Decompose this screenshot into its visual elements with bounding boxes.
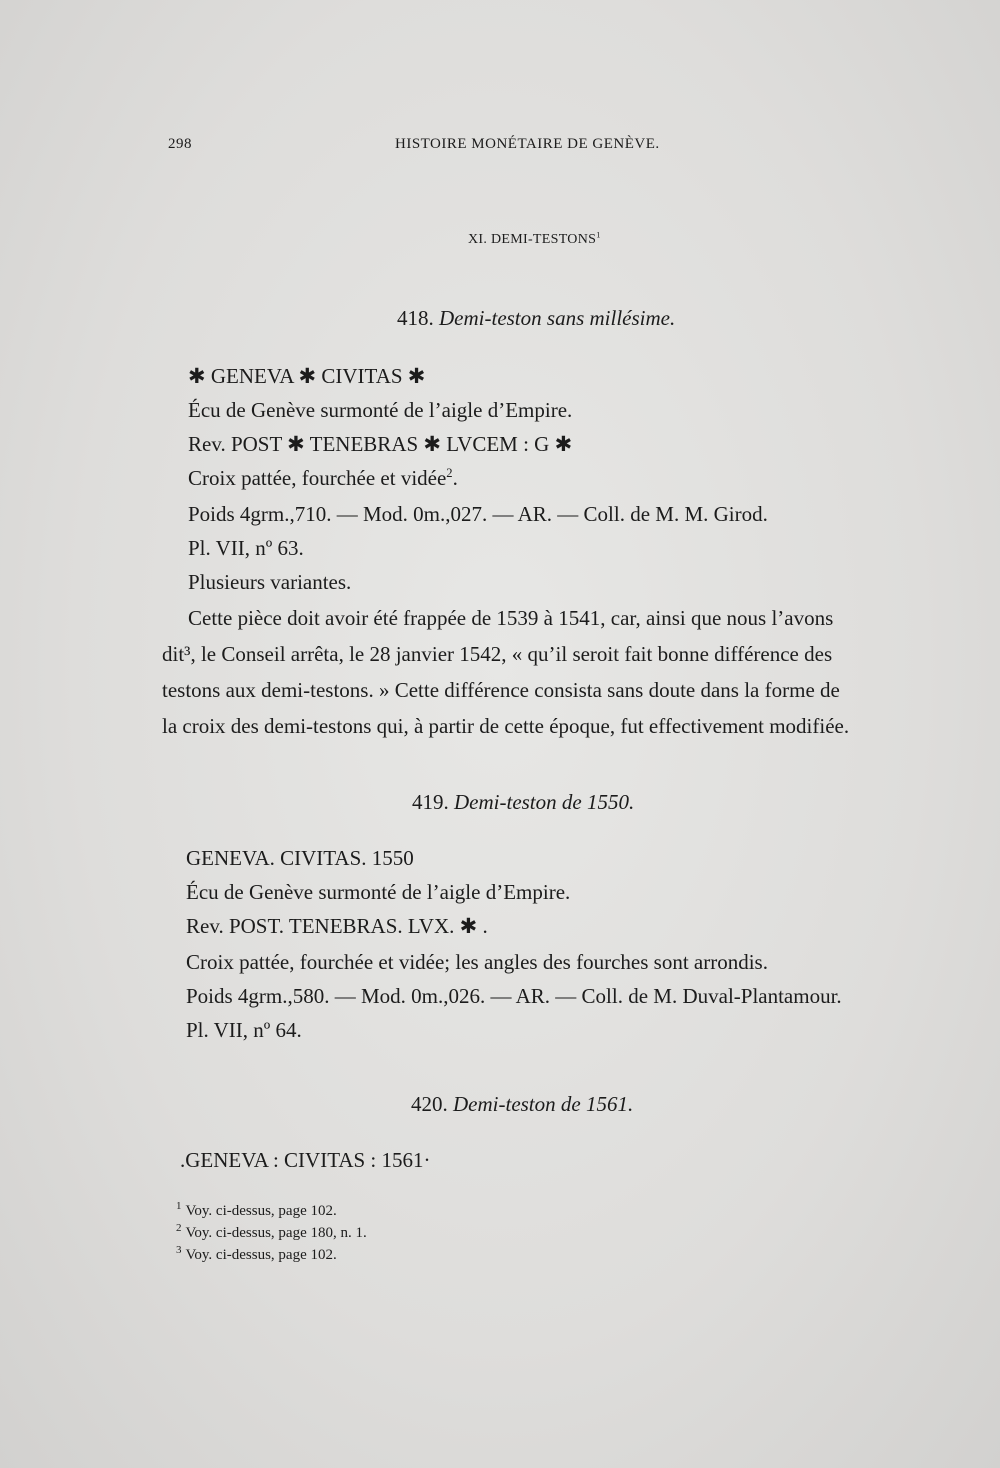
footnote-text: Voy. ci-dessus, page 102. (185, 1247, 337, 1263)
weight-line: Poids 4grm.,710. — Mod. 0m.,027. — AR. — Coll. de M. M. Girod. (188, 502, 768, 526)
footnote (176, 1200, 337, 1220)
plate-reference: Pl. VII, nº 63. (188, 536, 304, 560)
reverse-description-end: . (452, 466, 458, 490)
footnote (176, 1222, 367, 1242)
footnote-text: Voy. ci-dessus, page 180, n. 1. (185, 1225, 367, 1241)
reverse-legend: Rev. POST. TENEBRAS. LVX. ✱ . (186, 914, 488, 938)
entry-heading-418 (397, 306, 675, 331)
obverse-description: Écu de Genève surmonté de l’aigle d’Empire. (186, 880, 571, 904)
footnote-marker: 3 (176, 1244, 182, 1256)
weight-line: Poids 4grm.,580. — Mod. 0m.,026. — AR. — Coll. de M. Duval-Plantamour. (186, 984, 842, 1008)
paragraph-line: dit³, le Conseil arrêta, le 28 janvier 1542, « qu’il seroit fait bonne différence des (162, 642, 833, 666)
footnote (176, 1244, 337, 1264)
variants-note: Plusieurs variantes. (188, 570, 352, 594)
footnote-marker: 2 (446, 466, 453, 480)
entry-number: 420. (411, 1092, 448, 1116)
entry-title: Demi-teston de 1561. (453, 1092, 634, 1116)
entry-number: 418. (397, 306, 434, 330)
entry-title: Demi-teston de 1550. (454, 790, 635, 814)
entry-title: Demi-teston sans millésime. (439, 306, 676, 330)
reverse-description-text: Croix pattée, fourchée et vidée (188, 466, 447, 490)
entry-heading-420 (411, 1092, 633, 1117)
entry-number: 419. (412, 790, 449, 814)
running-head: HISTOIRE MONÉTAIRE DE GENÈVE. (395, 136, 660, 152)
footnote-marker: 2 (176, 1222, 182, 1234)
paragraph-line: Cette pièce doit avoir été frappée de 1539 à 1541, car, ainsi que nous l’avons (188, 606, 834, 630)
obverse-legend: ✱ GENEVA ✱ CIVITAS ✱ (188, 364, 426, 388)
obverse-legend: .GENEVA : CIVITAS : 1561· (180, 1148, 431, 1172)
section-title-text: XI. DEMI-TESTONS (468, 232, 597, 247)
paragraph-line: la croix des demi-testons qui, à partir de cette époque, fut effectivement modifiée. (162, 714, 850, 738)
reverse-description (188, 466, 458, 491)
obverse-legend: GENEVA. CIVITAS. 1550 (186, 846, 414, 870)
reverse-legend: Rev. POST ✱ TENEBRAS ✱ LVCEM : G ✱ (188, 432, 573, 456)
reverse-description: Croix pattée, fourchée et vidée; les angles des fourches sont arrondis. (186, 950, 768, 974)
entry-heading-419 (412, 790, 634, 815)
obverse-description: Écu de Genève surmonté de l’aigle d’Empire. (188, 398, 573, 422)
footnote-text: Voy. ci-dessus, page 102. (185, 1203, 337, 1219)
footnote-marker: 1 (596, 230, 601, 240)
section-title (468, 232, 601, 248)
page-number: 298 (168, 136, 192, 152)
plate-reference: Pl. VII, nº 64. (186, 1018, 302, 1042)
footnote-marker: 1 (176, 1200, 182, 1212)
paragraph-line: testons aux demi-testons. » Cette différence consista sans doute dans la forme de (162, 678, 840, 702)
